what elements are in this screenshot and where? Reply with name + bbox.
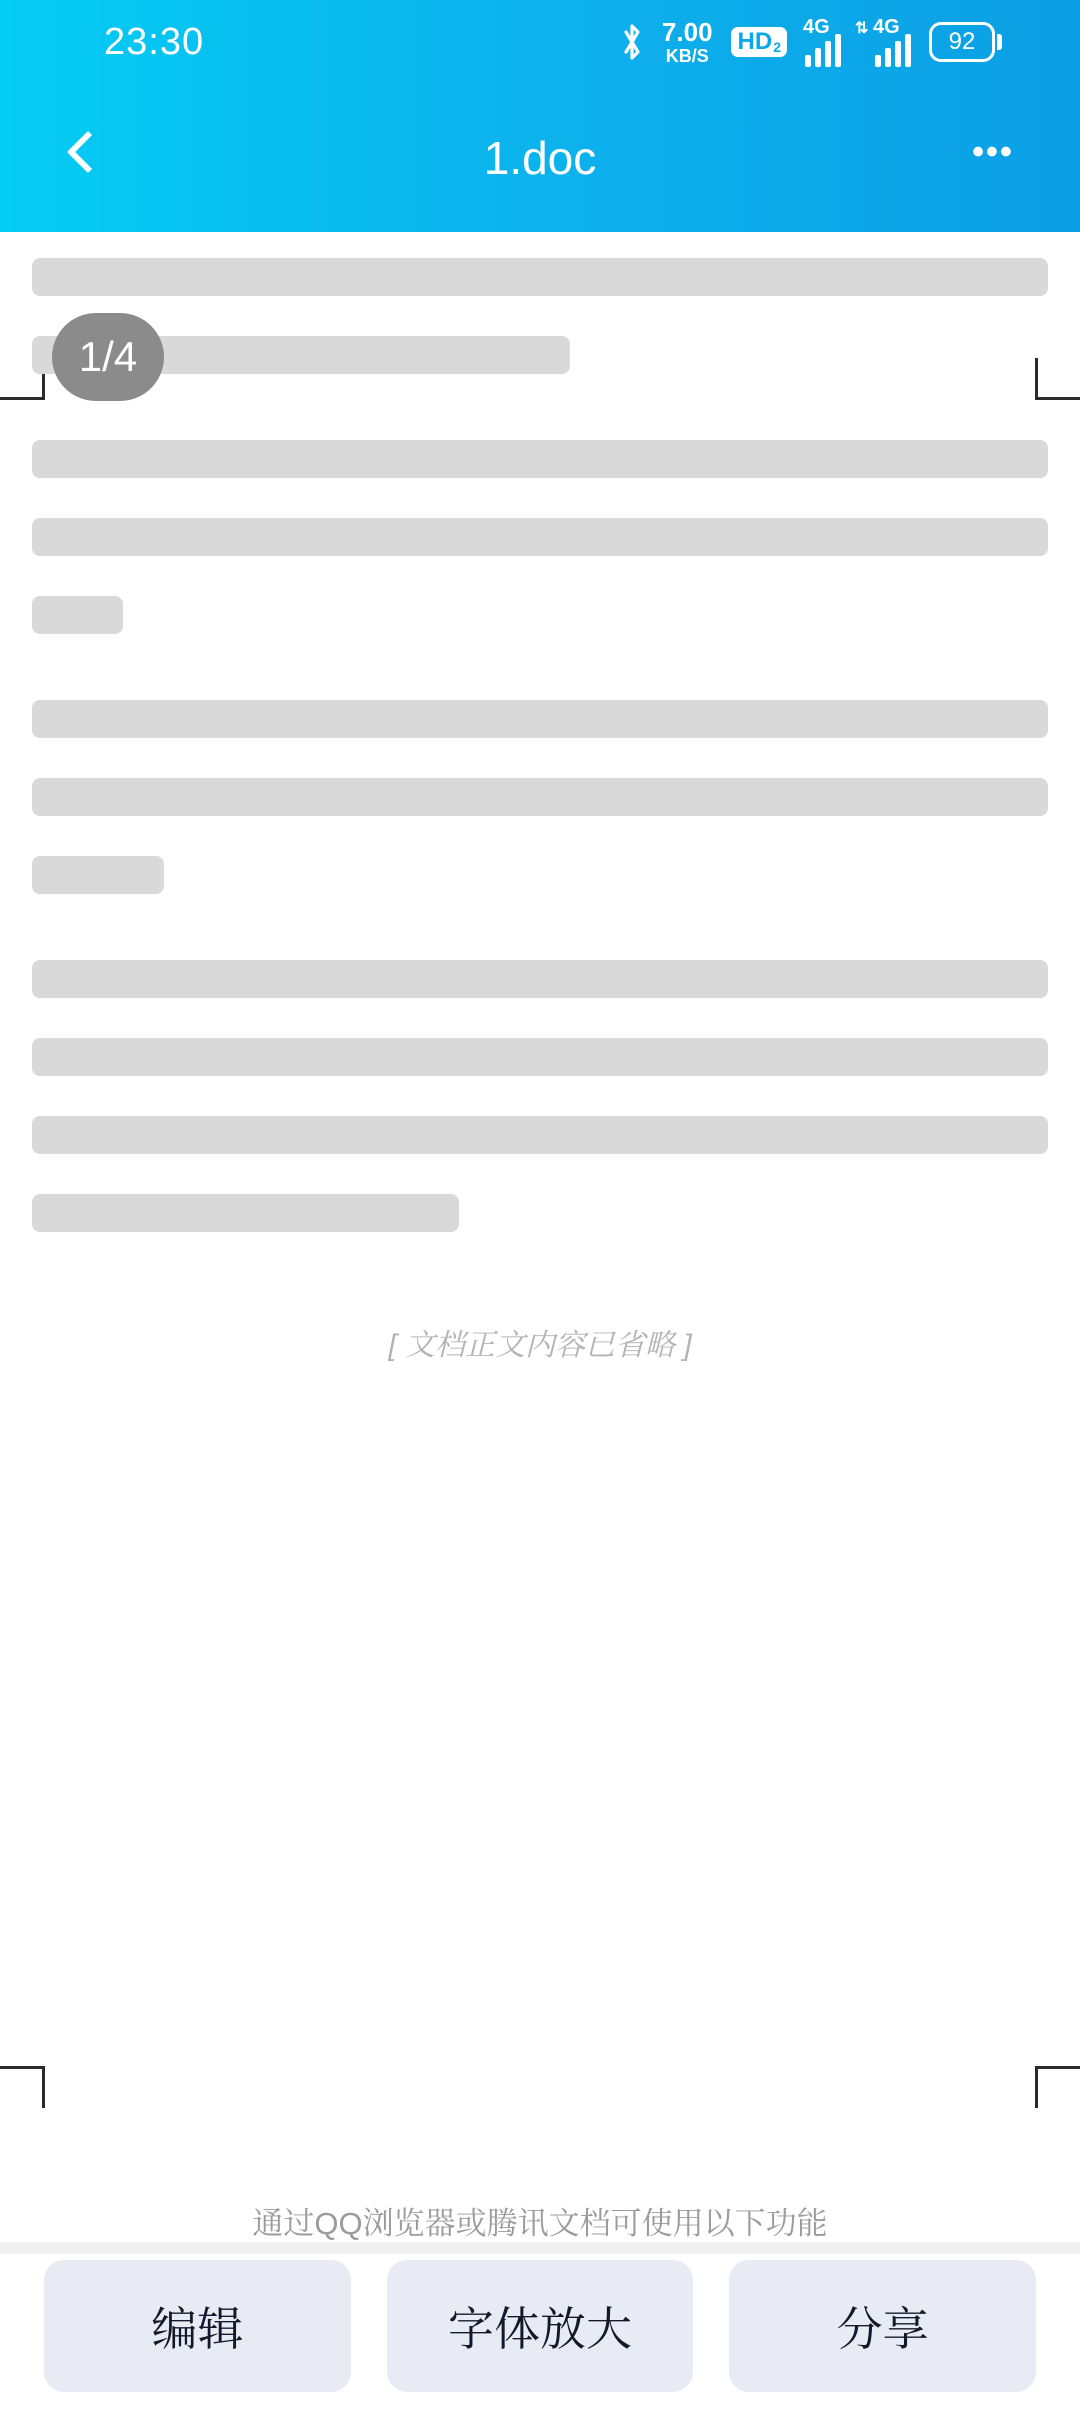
page-corner-mark-bottom-left <box>0 2066 45 2108</box>
redacted-text-line <box>32 1194 459 1232</box>
bluetooth-icon <box>620 22 644 62</box>
redacted-text-line <box>32 518 1048 556</box>
redacted-text-line <box>32 596 123 634</box>
more-menu-button[interactable]: ••• <box>972 132 1014 171</box>
redacted-paragraph <box>32 960 1048 1232</box>
back-chevron-icon <box>67 131 109 173</box>
enlarge-font-button[interactable]: 字体放大 <box>387 2260 694 2392</box>
footer-divider <box>0 2242 1080 2254</box>
speed-value: 7.00 <box>661 17 713 47</box>
redaction-note: [ 文档正文内容已省略 ] <box>388 1329 692 1362</box>
status-time: 23:30 <box>104 20 205 63</box>
title-bar <box>0 84 1080 232</box>
back-button[interactable] <box>48 112 128 192</box>
signal-icon-sim1: 4G <box>805 18 841 67</box>
edit-button[interactable]: 编辑 <box>44 2260 351 2392</box>
redacted-text-line <box>32 778 1048 816</box>
battery-icon <box>929 22 1002 62</box>
redacted-text-line <box>32 960 1048 998</box>
status-icons <box>620 15 1002 67</box>
footer-hint-text: 通过QQ浏览器或腾讯文档可使用以下功能 <box>252 2206 828 2241</box>
redacted-paragraph <box>32 258 1048 374</box>
redacted-text-line <box>32 1038 1048 1076</box>
signal-icon-sim2: ⇅ 4G <box>875 18 911 67</box>
redacted-text-line <box>32 856 164 894</box>
status-bar <box>0 0 1080 84</box>
speed-unit: KB/S <box>665 46 709 66</box>
network-speed-indicator <box>662 19 713 65</box>
footer-action-bar <box>44 2260 1036 2392</box>
battery-percent: 92 <box>929 22 995 62</box>
redacted-text-line <box>32 700 1048 738</box>
document-body-redacted <box>32 258 1048 1298</box>
page-indicator-badge: 1/4 <box>52 313 164 401</box>
redacted-text-line <box>32 440 1048 478</box>
app-header <box>0 0 1080 232</box>
document-title: 1.doc <box>483 132 597 184</box>
volte-hd-icon: HD 2 <box>731 27 787 57</box>
page-corner-mark-bottom-right <box>1035 2066 1080 2108</box>
redacted-text-line <box>32 258 1048 296</box>
redacted-text-line <box>32 1116 1048 1154</box>
redacted-paragraph <box>32 700 1048 894</box>
redacted-paragraph <box>32 440 1048 634</box>
share-button[interactable]: 分享 <box>729 2260 1036 2392</box>
